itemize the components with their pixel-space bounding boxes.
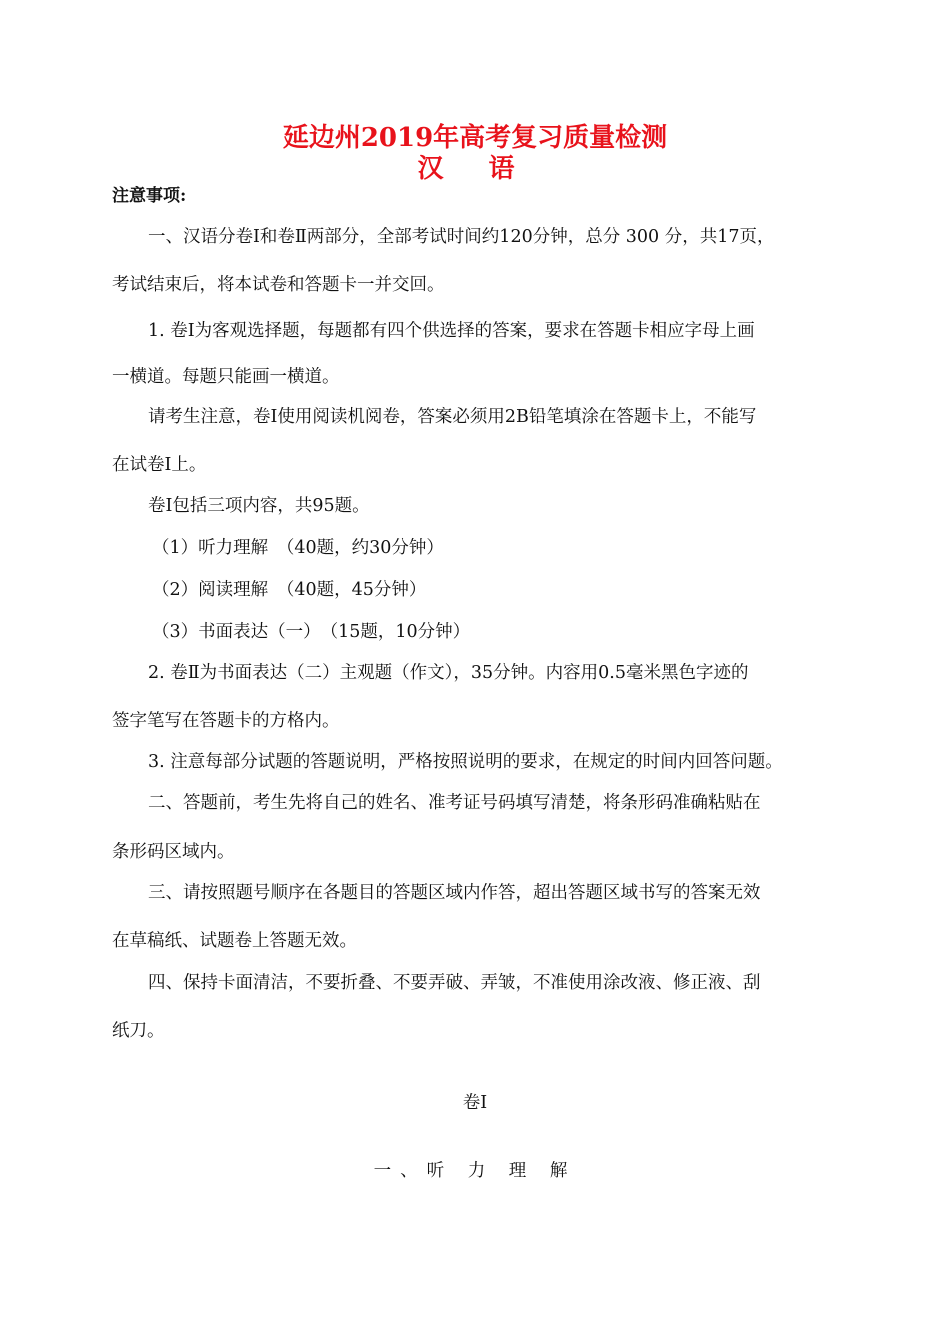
document-subject: 汉 语 — [417, 154, 533, 184]
notice-paragraph: 签字笔写在答题卡的方格内。 — [112, 711, 340, 731]
notice-paragraph: 2. 卷Ⅱ为书面表达（二）主观题（作文），35分钟。内容用0.5毫米黑色字迹的 — [148, 663, 749, 683]
notice-paragraph: 三、请按照题号顺序在各题目的答题区域内作答，超出答题区域书写的答案无效 — [148, 883, 761, 903]
notice-paragraph: 条形码区域内。 — [112, 842, 235, 862]
notice-paragraph: 二、答题前，考生先将自己的姓名、准考证号码填写清楚，将条形码准确粘贴在 — [148, 793, 761, 813]
notice-paragraph: 在试卷Ⅰ上。 — [112, 455, 207, 475]
notice-paragraph: 一、汉语分卷Ⅰ和卷Ⅱ两部分，全部考试时间约120分钟，总分 300 分，共17页， — [148, 227, 775, 247]
notice-paragraph: 请考生注意，卷Ⅰ使用阅读机阅卷，答案必须用2B铅笔填涂在答题卡上，不能写 — [148, 407, 757, 427]
document-title: 延边州2019年高考复习质量检测 — [282, 123, 668, 153]
notice-paragraph: 3. 注意每部分试题的答题说明，严格按照说明的要求，在规定的时间内回答问题。 — [148, 752, 783, 772]
notice-paragraph: 卷Ⅰ包括三项内容，共95题。 — [148, 496, 370, 516]
notice-paragraph: 在草稿纸、试题卷上答题无效。 — [112, 931, 357, 951]
notice-list-item: （2）阅读理解 （40题，45分钟） — [152, 580, 427, 600]
volume-heading: 卷Ⅰ — [462, 1093, 488, 1113]
notice-list-item: （1）听力理解 （40题，约30分钟） — [152, 538, 444, 558]
notice-paragraph: 考试结束后，将本试卷和答题卡一并交回。 — [112, 275, 445, 295]
notice-paragraph: 四、保持卡面清洁，不要折叠、不要弄破、弄皱，不准使用涂改液、修正液、刮 — [148, 973, 761, 993]
notice-paragraph: 1. 卷Ⅰ为客观选择题，每题都有四个供选择的答案，要求在答题卡相应字母上画 — [148, 321, 755, 341]
notice-paragraph: 纸刀。 — [112, 1021, 165, 1041]
notice-heading: 注意事项: — [112, 186, 187, 206]
section-heading-listening: 一、听 力 理 解 — [373, 1161, 577, 1181]
notice-paragraph: 一横道。每题只能画一横道。 — [112, 367, 340, 387]
notice-list-item: （3）书面表达（一） （15题，10分钟） — [152, 622, 471, 642]
